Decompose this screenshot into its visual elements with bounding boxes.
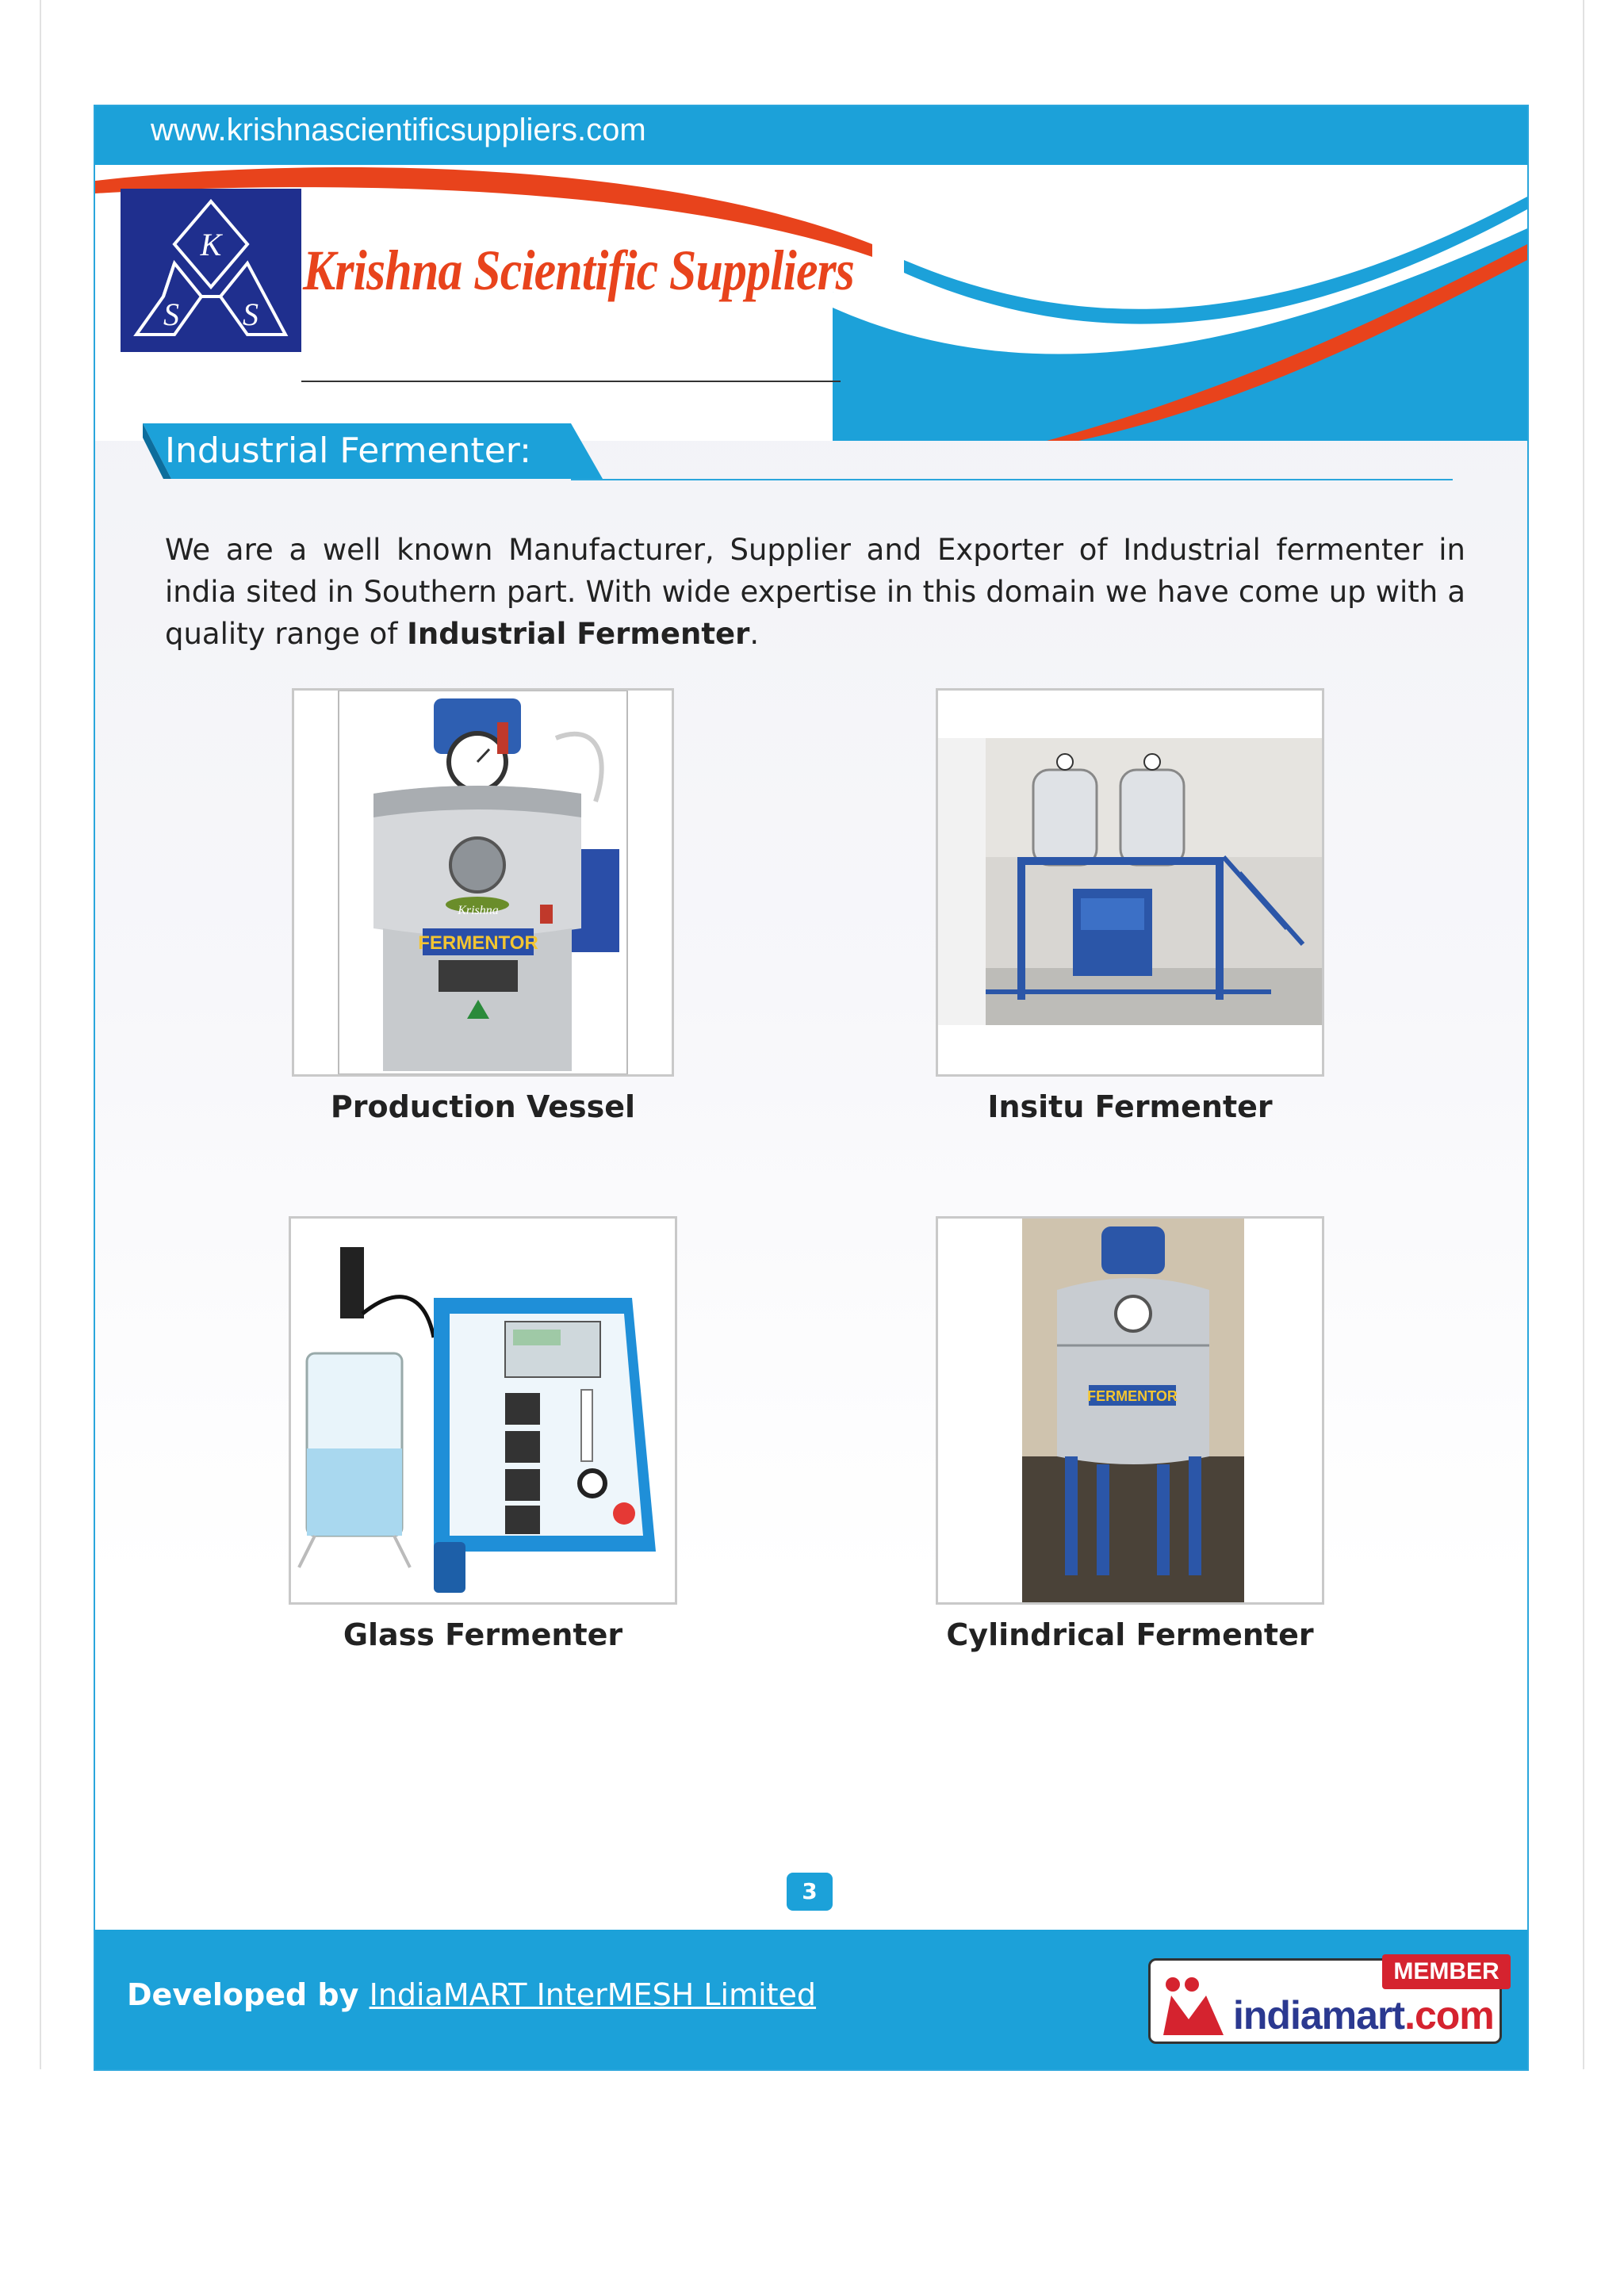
- developed-by: [127, 1977, 816, 2012]
- insitu-fermenter-illustration: [938, 691, 1322, 1074]
- indiamart-member-badge[interactable]: [1148, 1958, 1502, 2044]
- indiamart-m-icon: [1160, 1975, 1231, 2038]
- cylindrical-fermenter-illustration: [938, 1219, 1322, 1602]
- logo-letter-s-right: S: [243, 297, 259, 332]
- member-label: MEMBER: [1382, 1954, 1511, 1989]
- cylindrical-fermentor-label: FERMENTOR: [1087, 1388, 1178, 1404]
- footer: [95, 1930, 1527, 2069]
- glass-fermenter-illustration: [291, 1219, 675, 1602]
- intro-end: .: [749, 617, 760, 651]
- page-edge-left: [40, 0, 41, 2069]
- caption-insitu-fermenter: Insitu Fermenter: [987, 1089, 1273, 1124]
- product-image-production-vessel: [292, 688, 674, 1077]
- logo-triangle-icon: [121, 189, 301, 352]
- vessel-brand-label: Krishna: [458, 904, 499, 917]
- page-number: 3: [787, 1873, 833, 1911]
- production-vessel-illustration: [294, 691, 672, 1074]
- indiamart-wordmark: [1233, 1992, 1494, 2038]
- logo-letter-s-left: S: [163, 297, 179, 332]
- caption-cylindrical-fermenter: Cylindrical Fermenter: [946, 1617, 1314, 1652]
- document-page: [95, 106, 1527, 2069]
- caption-glass-fermenter: Glass Fermenter: [343, 1617, 623, 1652]
- caption-production-vessel: Production Vessel: [330, 1089, 636, 1124]
- section-title: Industrial Fermenter:: [165, 430, 531, 471]
- company-logo: [121, 189, 301, 352]
- product-image-glass-fermenter: [289, 1216, 677, 1605]
- vessel-fermentor-label: FERMENTOR: [418, 932, 538, 954]
- top-bar: [95, 106, 1527, 165]
- product-image-insitu-fermenter: [936, 688, 1324, 1077]
- intro-text: We are a well known Manufacturer, Supplier and Exporter of Industrial fermenter in india sited in Southern part. With wide expertise in this domain we have come up with a quality range of: [165, 533, 1465, 651]
- product-image-cylindrical-fermenter: [936, 1216, 1324, 1605]
- intro-bold: Industrial Fermenter: [407, 617, 750, 651]
- indiamart-tld: .com: [1404, 1993, 1494, 2038]
- page-edge-right: [1583, 0, 1584, 2069]
- intro-paragraph: [165, 529, 1465, 655]
- brand-name: Krishna Scientific Suppliers: [303, 239, 855, 302]
- section-title-rule: [571, 479, 1453, 480]
- website-url[interactable]: www.krishnascientificsuppliers.com: [151, 113, 646, 147]
- developed-by-label: Developed by: [127, 1977, 370, 2012]
- header-banner: [95, 165, 1527, 441]
- developer-link[interactable]: IndiaMART InterMESH Limited: [369, 1977, 817, 2012]
- header-underline: [301, 381, 841, 382]
- logo-letter-k: K: [200, 227, 222, 262]
- indiamart-site: indiamart: [1233, 1993, 1405, 2038]
